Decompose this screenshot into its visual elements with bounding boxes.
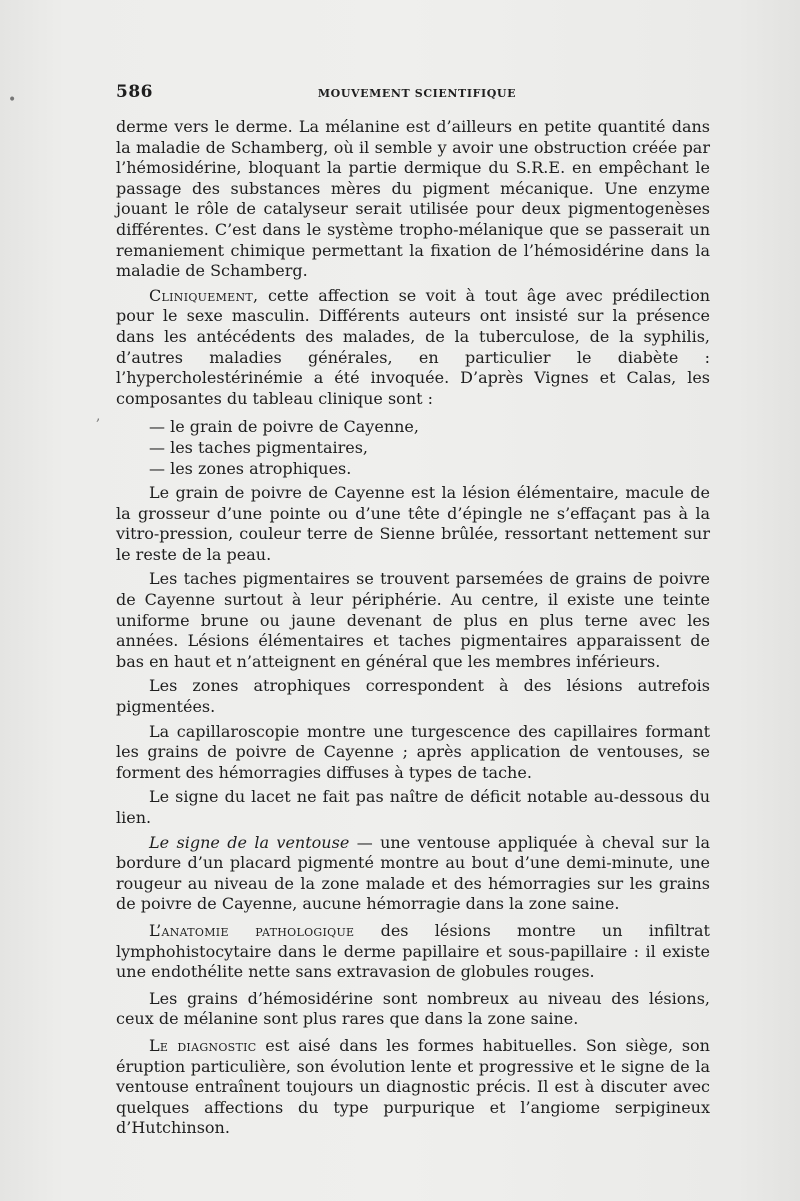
paragraph-capillaroscopie: La capillaroscopie montre une turgescence des capillaires formant les grains de poivre de Cayenne ; après application de ventouses, se forment des hémorragies diffuses à types de tache. <box>116 721 710 782</box>
paragraph-ventouse-text: — une ventouse appliquée à cheval sur la bordure d’un placard pigmenté montre au bout d’une demi-minute, une rougeur au niveau de la zone malade et des hémorragies sur les grains de poivre de Cayenne, aucune hémorragie dans la zone saine. <box>116 832 711 914</box>
section-lead-anatomie: L’anatomie pathologique <box>149 920 355 940</box>
paragraph-clinical <box>116 286 710 410</box>
paragraph-ventouse <box>116 833 710 915</box>
paragraph-diagnostic-text: est aisé dans les formes habituelles. Son siège, son éruption particulière, son évolution lente et progressive et le signe de la ventouse entraînent toujours un diagnostic précis. Il est à discuter avec quelques affections du type purpurique et l’angiome serpigineux d’Hutchinson. <box>116 1035 710 1138</box>
section-lead-diagnostic: Le diagnostic <box>149 1035 257 1055</box>
body-text <box>116 117 710 1139</box>
paragraph-hemosiderine: Les grains d’hémosidérine sont nombreux au niveau des lésions, ceux de mélanine sont plus rares que dans la zone saine. <box>116 988 710 1029</box>
section-lead-ventouse: Le signe de la ventouse <box>149 832 350 852</box>
section-lead-clinical: Cliniquement, <box>149 285 259 305</box>
paragraph-pathogenesis: derme vers le derme. La mélanine est d’ailleurs en petite quantité dans la maladie de Schamberg, où il semble y avoir une obstruction créée par l’hémosidérine, bloquant la partie dermique du S.R.E. en empêchant le passage des substances mères du pigment mécanique. Une enzyme jouant le rôle de catalyseur serait utilisée pour deux pigmentogenèses différentes. C’est dans le système tropho-mélanique que se passerait un remaniement chimique permettant la fixation de l’hémosidérine dans la maladie de Schamberg. <box>116 117 710 281</box>
list-item-zones: — les zones atrophiques. <box>149 458 352 478</box>
paragraph-zones: Les zones atrophiques correspondent à des lésions autrefois pigmentées. <box>116 676 710 717</box>
list-item-taches: — les taches pigmentaires, <box>149 437 369 457</box>
paragraph-clinical-text: cette affection se voit à tout âge avec prédilection pour le sexe masculin. Différents auteurs ont insisté sur la présence dans les antécédents des malades, de la tuberculose, de la syphilis, d’autres maladies générales, en particulier le diabète : l’hypercholestérinémie a été invoquée. D’après Vignes et Calas, les composantes du tableau clinique sont : <box>116 285 710 408</box>
list-item-grain: — le grain de poivre de Cayenne, <box>149 417 419 437</box>
margin-comma-mark: , <box>96 408 101 424</box>
paragraph-anatomie-text: des lésions montre un infiltrat lymphohistocytaire dans le derme papillaire et sous-papillaire : il existe une endothélite nette sans extravasion de globules rouges. <box>116 920 710 982</box>
running-title: MOUVEMENT SCIENTIFIQUE <box>317 87 517 100</box>
paragraph-grain: Le grain de poivre de Cayenne est la lésion élémentaire, macule de la grosseur d’une pointe ou d’une tête d’épingle ne s’effaçant pas à la vitro-pression, couleur terre de Sienne brûlée, ressortant nettement sur le reste de la peau. <box>116 483 710 564</box>
page-header <box>116 82 710 104</box>
page-number: 586 <box>116 82 153 102</box>
paragraph-anatomie <box>116 921 710 983</box>
margin-dot-mark: • <box>8 92 17 108</box>
paragraph-diagnostic <box>116 1036 710 1139</box>
paragraph-taches: Les taches pigmentaires se trouvent parsemées de grains de poivre de Cayenne surtout à leur périphérie. Au centre, il existe une teinte uniforme brune ou jaune devenant de plus en plus terne avec les années. Lésions élémentaires et taches pigmentaires apparaissent de bas en haut et n’atteignent en général que les membres inférieurs. <box>116 569 710 671</box>
paragraph-lacet: Le signe du lacet ne fait pas naître de déficit notable au-dessous du lien. <box>116 787 710 827</box>
